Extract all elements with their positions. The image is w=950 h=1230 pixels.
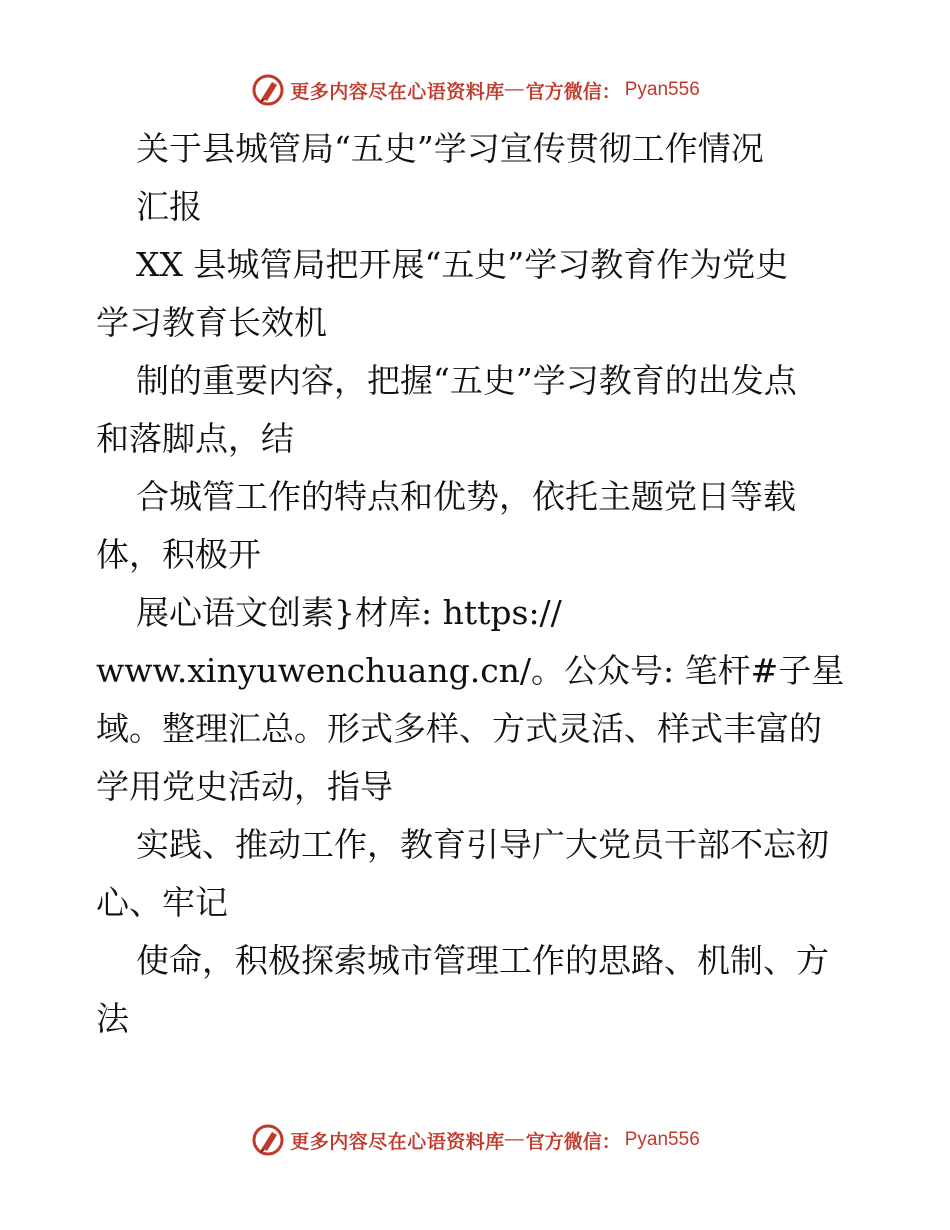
document-line: 法 [96,999,129,1038]
document-line: 心、牢记 [96,883,228,922]
banner-wechat-label: 官方微信： [525,1131,621,1153]
document-line: 和落脚点，结 [96,419,294,458]
banner-brand: 更多内容尽在心语资料库 [290,81,505,103]
banner-separator: — [504,1129,524,1150]
document-line: 实践、推动工作，教育引导广大党员干部不忘初 [136,825,829,864]
document-line: 体，积极开 [96,535,261,574]
document-line: 关于县城管局“五史”学习宣传贯彻工作情况 [136,129,764,168]
document-line: 展心语文创素}材库: https:// [136,593,562,632]
banner-separator: — [504,79,524,100]
document-line: 汇报 [136,187,202,226]
banner-wechat-id: Pyan556 [624,1129,700,1150]
document-line: 制的重要内容，把握“五史”学习教育的出发点 [136,361,797,400]
pen-nib-circle-icon [250,72,286,108]
document-line: 合城管工作的特点和优势，依托主题党日等载 [136,477,796,516]
header-banner [0,70,950,110]
document-line: XX 县城管局把开展“五史”学习教育作为党史 [136,245,789,284]
document-line: 域。整理汇总。形式多样、方式灵活、样式丰富的 [96,709,822,748]
pen-nib-circle-icon [250,1122,286,1158]
document-line: 学习教育长效机 [96,303,327,342]
banner-brand: 更多内容尽在心语资料库 [290,1131,505,1153]
document-body [96,120,896,1048]
banner-wechat-label: 官方微信： [525,81,621,103]
document-line: 使命，积极探索城市管理工作的思路、机制、方 [136,941,829,980]
banner-wechat-id: Pyan556 [624,79,700,100]
document-line: www.xinyuwenchuang.cn/。公众号: 笔杆#子星 [96,651,845,690]
footer-banner [0,1120,950,1160]
document-line: 学用党史活动，指导 [96,767,393,806]
